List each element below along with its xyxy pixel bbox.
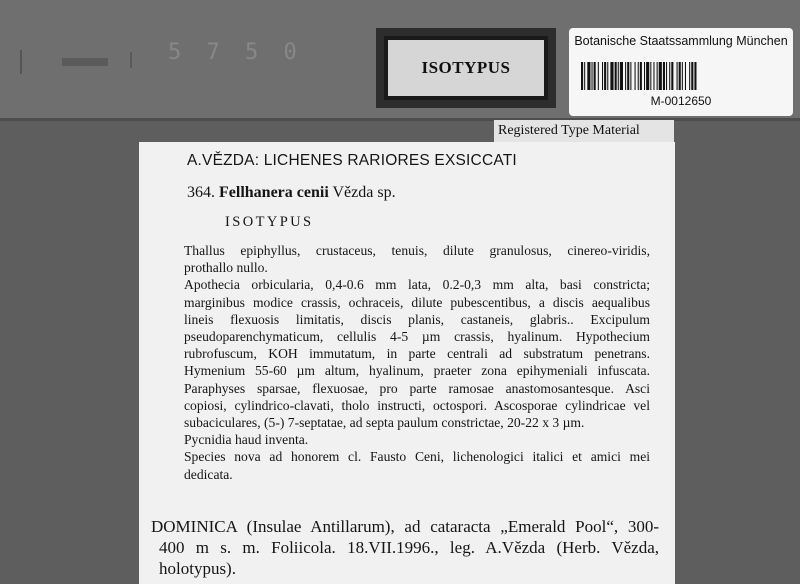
barcode-icon (581, 62, 781, 90)
exsiccata-number: 364. (187, 184, 215, 201)
isotypus-stamp-text: ISOTYPUS (421, 58, 511, 77)
exsiccata-series: A.VĚZDA: LICHENES RARIORES EXSICCATI (187, 152, 517, 169)
description-line: Hymenium 55-60 µm altum, hyalinum, praeter zona epihymeniali infuscata. (184, 363, 650, 379)
description-line: Pycnidia haud inventa. (184, 432, 309, 448)
description-line: prothallo nullo. (184, 260, 268, 276)
collection-locality (151, 516, 659, 579)
barcode-label (569, 28, 793, 116)
description-line: dedicata. (184, 466, 233, 482)
specimen-label (139, 142, 675, 584)
description-line: lineis flexuosis limitatis, discis planis, castaneis, glabris.. Excipulum (184, 311, 650, 327)
registered-type-strip: Registered Type Material (494, 120, 674, 142)
description-line: copiosi, cylindrico-clavati, tholo instructi, octospori. Ascosporae cylindricae vel (184, 397, 650, 413)
description-line: Species nova ad honorem cl. Fausto Ceni, lichenologici italici et amici mei (184, 449, 650, 465)
description-line: Apothecia orbicularia, 0,4-0.6 mm lata, 0.2-0,3 mm alta, basi constricta; (184, 277, 650, 293)
isotypus-stamp-label (376, 28, 556, 108)
faint-accession-number: 5 7 5 0 (168, 40, 303, 65)
sheet-mark (130, 52, 132, 68)
locality-line: holotypus). (159, 559, 236, 578)
type-status: ISOTYPUS (225, 214, 314, 230)
sheet-mark (62, 58, 108, 66)
description-line: pseudoparenchymaticum, cellulis 4-5 µm crassis, hyalinum. Hypothecium (184, 329, 650, 345)
locality-line: 400 m s. m. Foliicola. 18.VII.1996., leg. A.Vězda (Herb. Vězda, (159, 538, 659, 557)
latin-description (184, 242, 650, 483)
description-line: rubrofuscum, KOH immutatum, in parte centrali ad substratum penetrans. (184, 346, 650, 362)
sheet-mark (20, 50, 22, 74)
locality-line: DOMINICA (Insulae Antillarum), ad cataracta „Emerald Pool“, 300- (151, 517, 659, 536)
taxon-authority: Vězda sp. (332, 184, 396, 201)
barcode-number: M-0012650 (650, 94, 712, 108)
description-line: subaciculares, (5-) 7-septatae, ad septa paulum constrictae, 20-22 x 3 µm. (184, 415, 585, 431)
taxon-name: Fellhanera cenii (219, 184, 329, 201)
description-line: Paraphyses sparsae, flexuosae, pro parte ramosae anastomosantesque. Asci (184, 380, 650, 396)
description-line: Thallus epiphyllus, crustaceus, tenuis, dilute granulosus, cinereo-viridis, (184, 243, 650, 258)
isotypus-stamp-frame (384, 36, 548, 100)
description-line: marginibus modice crassis, ochraceis, dilute pubescentibus, a discis aequalibus (184, 294, 650, 310)
institution-name: Botanische Staatssammlung München (574, 34, 788, 48)
sheet-crease (0, 118, 800, 121)
taxon-line (187, 184, 396, 202)
